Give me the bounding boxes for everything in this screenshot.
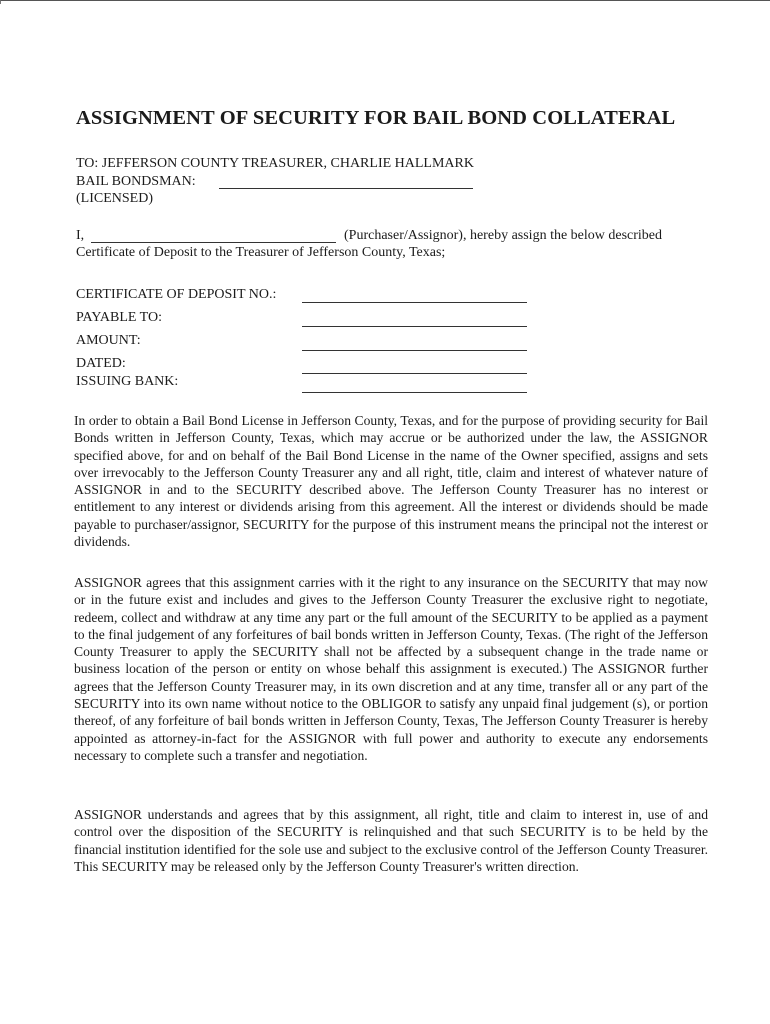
amount-blank[interactable] bbox=[302, 350, 527, 351]
assignor-suffix: (Purchaser/Assignor), hereby assign the below described bbox=[344, 228, 663, 243]
paragraph-purpose: In order to obtain a Bail Bond License in Jefferson County, Texas, and for the purpose of providing security for Bail Bonds written in Jefferson County, Texas, which may accrue or be authorized under the law, the ASSIGNOR specified above, for and on behalf of the Bail Bond License in the name of the Owner specified, assigns and sets over irrevocably to the Jefferson County Treasurer any and all right, title, claim and interest of whatever nature of ASSIGNOR in and to the SECURITY described above. The Jefferson County Treasurer has no interest or entitlement to any interest or dividends arising from this agreement. All the interest or dividends should be made payable to purchaser/assignor, SECURITY for the purpose of this instrument means the principal not the interest or dividends. bbox=[74, 413, 708, 550]
assignor-line-2: Certificate of Deposit to the Treasurer of Jefferson County, Texas; bbox=[76, 245, 446, 260]
assignor-prefix: I, bbox=[76, 228, 85, 243]
issuing-bank-label: ISSUING BANK: bbox=[76, 374, 179, 389]
page-edge bbox=[0, 0, 770, 4]
paragraph-rights: ASSIGNOR agrees that this assignment carries with it the right to any insurance on the SECURITY that may now or in the future exist and includes and gives to the Jefferson County Treasurer the exclusive right to negotiate, redeem, collect and withdraw at any time any part or the full amount of the SECURITY to be applied as a payment to the final judgement of any forfeitures of bail bonds written in Jefferson County, Texas. (The right of the Jefferson County Treasurer to apply the SECURITY shall not be affected by a subsequent change in the trade name or business location of the person or entity on whose behalf this assignment is executed.) The ASSIGNOR further agrees that the Jefferson County Treasurer may, in its own discretion and at any time, transfer all or any part of the SECURITY into its own name without notice to the OBLIGOR to satisfy any unpaid final judgement (s), or portion thereof, of any forfeiture of bail bonds written in Jefferson County, Texas, The Jefferson County Treasurer is hereby appointed as attorney-in-fact for the ASSIGNOR with full power and authority to execute any endorsements necessary to complete such a transfer and negotiation. bbox=[74, 575, 708, 763]
bondsman-label: BAIL BONDSMAN: bbox=[76, 174, 196, 189]
dated-label: DATED: bbox=[76, 356, 126, 371]
licensed-label: (LICENSED) bbox=[76, 191, 153, 206]
assignor-line bbox=[76, 227, 84, 245]
to-line: TO: JEFFERSON COUNTY TREASURER, CHARLIE HALLMARK bbox=[76, 156, 474, 171]
assignor-name-blank[interactable] bbox=[91, 242, 336, 243]
payable-to-label: PAYABLE TO: bbox=[76, 310, 162, 325]
dated-blank[interactable] bbox=[302, 373, 527, 374]
paragraph-relinquish: ASSIGNOR understands and agrees that by this assignment, all right, title and claim to interest in, use of and control over the disposition of the SECURITY is relinquished and that such SECURITY is to be held by the financial institution identified for the sole use and subject to the exclusive control of the Jefferson County Treasurer. This SECURITY may be released only by the Jefferson County Treasurer's written direction. bbox=[74, 807, 708, 874]
document-title: ASSIGNMENT OF SECURITY FOR BAIL BOND COLLATERAL bbox=[76, 107, 676, 129]
amount-label: AMOUNT: bbox=[76, 333, 141, 348]
bondsman-line bbox=[76, 173, 196, 191]
cd-number-blank[interactable] bbox=[302, 302, 527, 303]
cd-number-label: CERTIFICATE OF DEPOSIT NO.: bbox=[76, 287, 277, 302]
payable-to-blank[interactable] bbox=[302, 326, 527, 327]
bondsman-blank[interactable] bbox=[219, 188, 473, 189]
issuing-bank-blank[interactable] bbox=[302, 392, 527, 393]
